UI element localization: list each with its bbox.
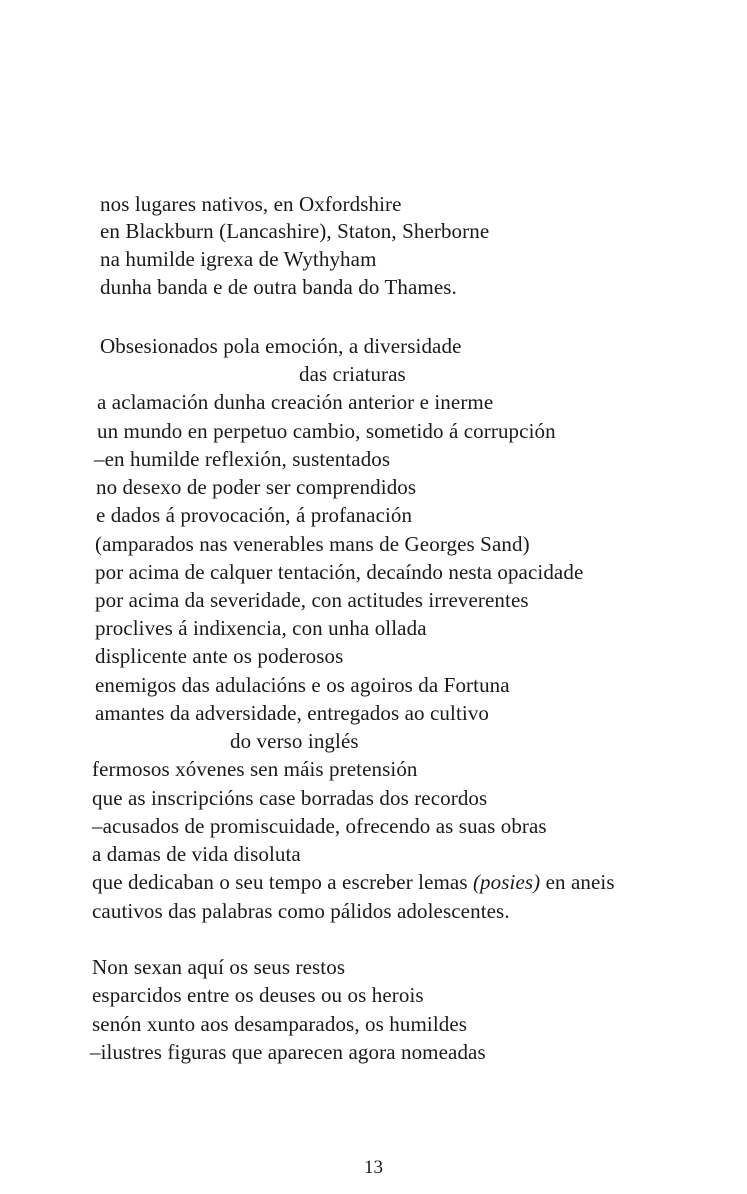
poem-line: nos lugares nativos, en Oxfordshire: [100, 192, 402, 216]
poem-line: por acima da severidade, con actitudes irreverentes: [95, 588, 529, 612]
poem-line: por acima de calquer tentación, decaíndo nesta opacidade: [95, 560, 584, 584]
poem-line: [92, 869, 615, 895]
poem-line: que as inscripcións case borradas dos recordos: [92, 786, 488, 810]
poem-line-text: en aneis: [540, 870, 615, 894]
poem-line: a damas de vida disoluta: [92, 842, 301, 866]
poem-line: cautivos das palabras como pálidos adolescentes.: [92, 899, 510, 923]
page-number: 13: [364, 1157, 383, 1178]
poem-line: en Blackburn (Lancashire), Staton, Sherborne: [100, 219, 490, 243]
poem-line: Obsesionados pola emoción, a diversidade: [100, 334, 462, 358]
poem-line: esparcidos entre os deuses ou os herois: [92, 983, 424, 1007]
poem-line-italic: (posies): [472, 870, 541, 894]
poem-line: no desexo de poder ser comprendidos: [96, 475, 417, 499]
poem-line: Non sexan aquí os seus restos: [92, 955, 346, 979]
poem-line: e dados á provocación, á profanación: [96, 503, 413, 527]
poem-line-indented: do verso inglés: [230, 729, 359, 753]
poem-line: –ilustres figuras que aparecen agora nomeadas: [90, 1040, 486, 1064]
poem-line: fermosos xóvenes sen máis pretensión: [92, 757, 418, 781]
poem-line-text: que dedicaban o seu tempo a escreber lemas: [92, 870, 473, 894]
poem-line: (amparados nas venerables mans de Georges Sand): [95, 532, 530, 556]
poem-line: senón xunto aos desamparados, os humildes: [92, 1012, 468, 1036]
poem-line: –acusados de promiscuidade, ofrecendo as suas obras: [92, 814, 547, 838]
poem-line: proclives á indixencia, con unha ollada: [95, 616, 427, 640]
poem-line: enemigos das adulacións e os agoiros da Fortuna: [95, 673, 510, 697]
poem-line: un mundo en perpetuo cambio, sometido á corrupción: [97, 419, 556, 443]
poem-line: dunha banda e de outra banda do Thames.: [100, 275, 457, 299]
poem-line: na humilde igrexa de Wythyham: [100, 247, 377, 271]
poem-line: amantes da adversidade, entregados ao cultivo: [95, 701, 490, 725]
poem-line-indented: das criaturas: [299, 362, 406, 386]
poem-line: displicente ante os poderosos: [95, 644, 344, 668]
poem-line: a aclamación dunha creación anterior e inerme: [97, 390, 494, 414]
poem-line: –en humilde reflexión, sustentados: [94, 447, 391, 471]
